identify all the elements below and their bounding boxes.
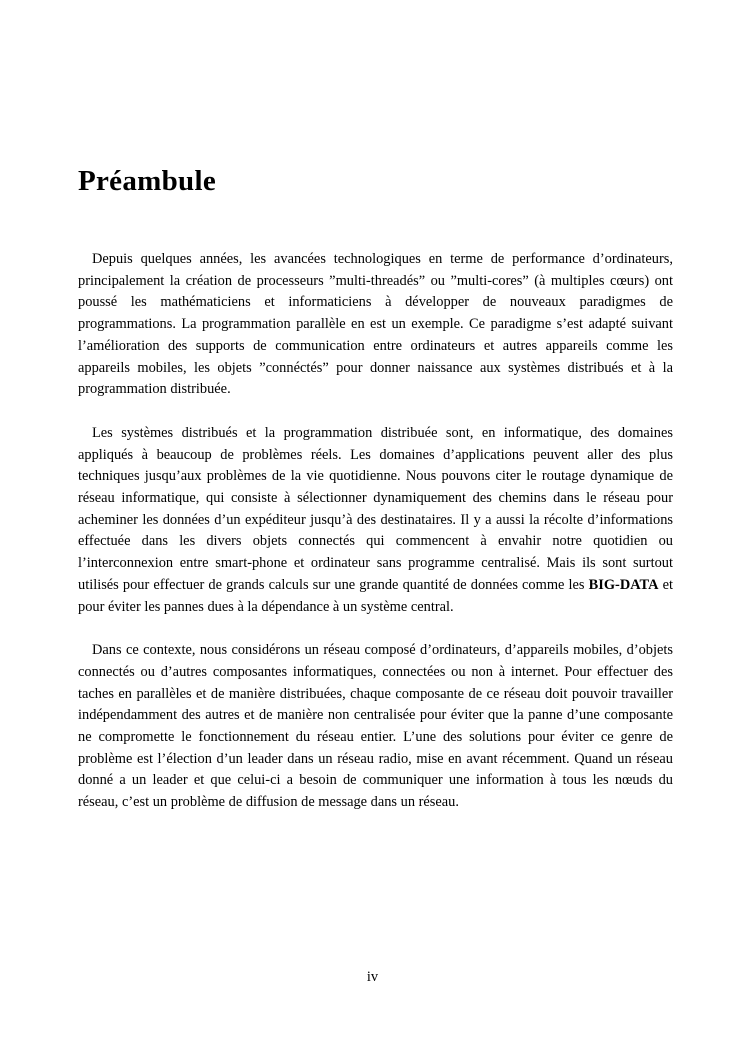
paragraph-1-text: Depuis quelques années, les avancées technologiques en terme de performance d’ordinateurs, principalement la création de processeurs ”multi-threadés” ou ”multi-cores” (à multiples cœurs) ont poussé les mathématiciens et informaticiens à développer de nouveaux paradigmes de programmations. La programmation parallèle en est un exemple. Ce paradigme s’est adapté suivant l’amélioration des supports de communication entre ordinateurs et autres appareils comme les appareils mobiles, les objets ”connéctés” pour donner naissance aux systèmes distribués et à la programmation distribuée. <box>78 251 673 398</box>
page-number: iv <box>366 969 379 985</box>
paragraph-2 <box>78 423 673 618</box>
paragraph-2-text-before: Les systèmes distribués et la programmation distribuée sont, en informatique, des domaines appliqués à beaucoup de problèmes réels. Les domaines d’applications peuvent aller des plus techniques jusqu’aux problèmes de la vie quotidienne. Nous pouvons citer le routage dynamique de réseau informatique, qui consiste à sélectionner dynamiquement des chemins dans le réseau pour acheminer les données d’un expéditeur jusqu’à des destinataires. Il y a aussi la récolte d’informations effectuée dans les divers objets connectés qui commencent à envahir notre quotidien ou l’interconnexion entre smart-phone et ordinateur sans programme centralisé. Mais ils sont surtout utilisés pour effectuer de grands calculs sur une grande quantité de données comme les <box>78 424 673 593</box>
big-data-term: BIG-DATA <box>588 576 659 593</box>
page-title: Préambule <box>78 165 217 197</box>
paragraph-1 <box>78 249 673 401</box>
paragraph-2-text-after: et pour éviter les pannes dues à la dépendance à un système central. <box>78 576 673 615</box>
paragraph-3-text: Dans ce contexte, nous considérons un réseau composé d’ordinateurs, d’appareils mobiles, d’objets connectés ou d’autres composantes informatiques, connectées ou non à internet. Pour effectuer des taches en parallèles et de manière distribuées, chaque composante de ce réseau doit pouvoir travailler indépendamment des autres et de manière non centralisée pour éviter que la panne d’une composante ne compromette le fonctionnement du réseau entier. L’une des solutions pour éviter ce genre de problème est l’élection d’un leader dans un réseau radio, mise en avant récemment. Quand un réseau donné a un leader et que celui-ci a besoin de communiquer une information à tous les nœuds du réseau, c’est un problème de diffusion de message dans un réseau. <box>78 642 673 811</box>
paragraph-3 <box>78 640 673 814</box>
body-text <box>78 249 673 836</box>
